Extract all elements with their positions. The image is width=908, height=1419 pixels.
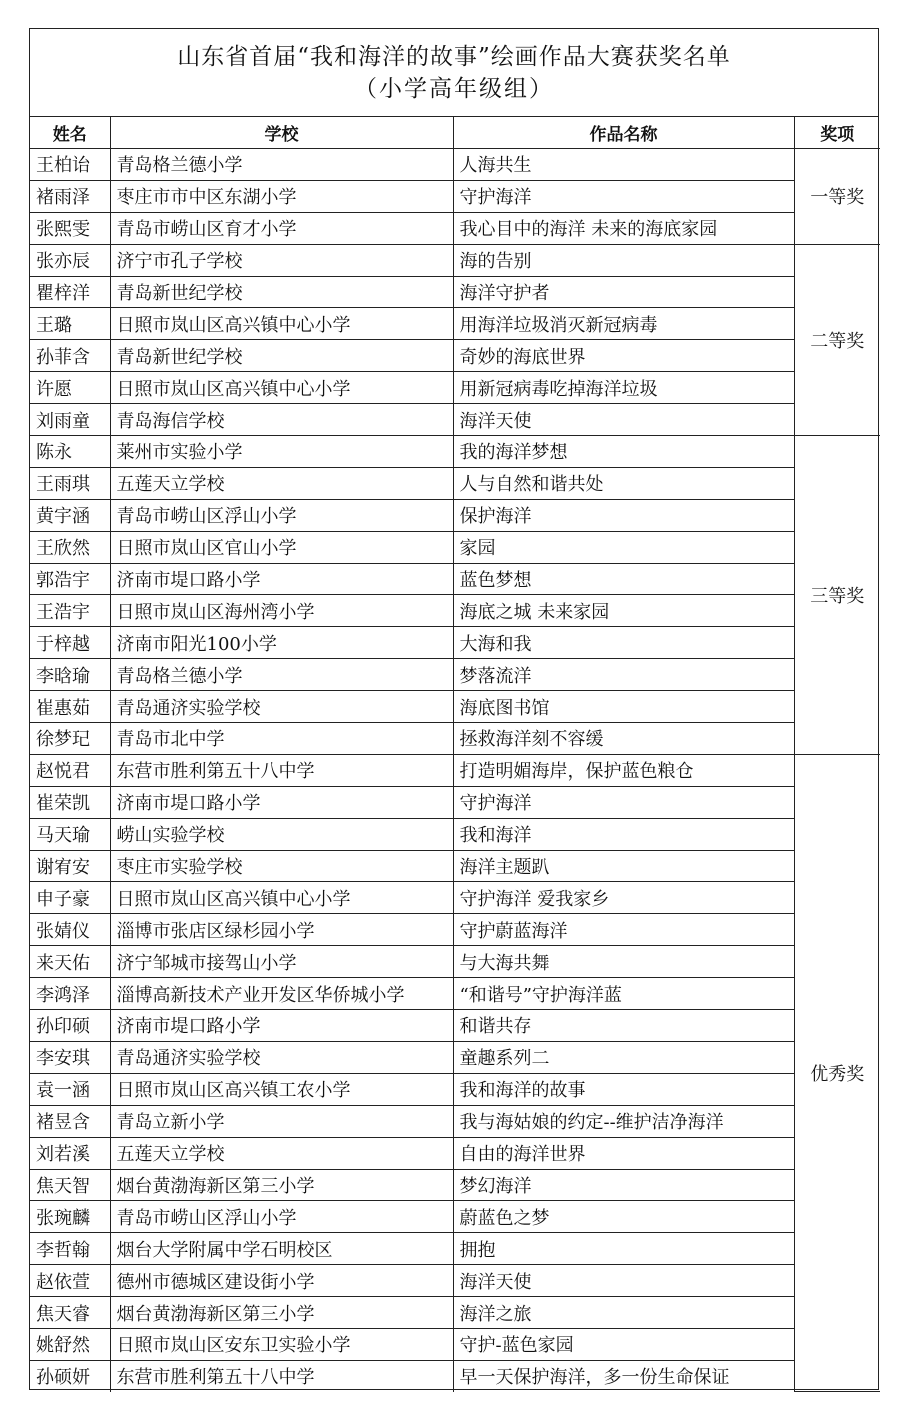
- cell-school: 济南市堤口路小学: [110, 563, 453, 595]
- cell-school: 青岛格兰德小学: [110, 149, 453, 181]
- cell-work: 我与海姑娘的约定--维护洁净海洋: [453, 1105, 794, 1137]
- cell-work: 奇妙的海底世界: [453, 340, 794, 372]
- cell-work: 海洋守护者: [453, 276, 794, 308]
- cell-school: 青岛新世纪学校: [110, 340, 453, 372]
- cell-work: 蔚蓝色之梦: [453, 1201, 794, 1233]
- cell-work: 保护海洋: [453, 499, 794, 531]
- cell-work: 守护海洋: [453, 180, 794, 212]
- table-row: [30, 1201, 880, 1233]
- cell-school: 济南市堤口路小学: [110, 786, 453, 818]
- table-row: [30, 754, 880, 786]
- table-row: [30, 723, 880, 755]
- cell-school: 济宁邹城市接驾山小学: [110, 946, 453, 978]
- table-row: [30, 531, 880, 563]
- cell-name: 张琬麟: [30, 1201, 110, 1233]
- cell-work: 自由的海洋世界: [453, 1137, 794, 1169]
- cell-name: 徐梦玘: [30, 723, 110, 755]
- table-row: [30, 691, 880, 723]
- table-row: [30, 1010, 880, 1042]
- table-row: [30, 914, 880, 946]
- cell-school: 青岛立新小学: [110, 1105, 453, 1137]
- table-row: [30, 404, 880, 436]
- cell-name: 褚雨泽: [30, 180, 110, 212]
- cell-name: 于梓越: [30, 627, 110, 659]
- cell-work: 和谐共存: [453, 1010, 794, 1042]
- cell-award: 优秀奖: [794, 754, 880, 1391]
- title-box: [30, 29, 878, 117]
- cell-school: 青岛新世纪学校: [110, 276, 453, 308]
- cell-award: 三等奖: [794, 436, 880, 755]
- cell-name: 李鸿泽: [30, 978, 110, 1010]
- table-row: [30, 1297, 880, 1329]
- cell-name: 崔荣凯: [30, 786, 110, 818]
- cell-school: 东营市胜利第五十八中学: [110, 754, 453, 786]
- cell-work: 守护蔚蓝海洋: [453, 914, 794, 946]
- table-row: [30, 499, 880, 531]
- cell-name: 马天瑜: [30, 818, 110, 850]
- cell-work: 梦幻海洋: [453, 1169, 794, 1201]
- table-row: [30, 659, 880, 691]
- table-row: [30, 436, 880, 468]
- cell-name: 王浩宇: [30, 595, 110, 627]
- cell-school: 烟台大学附属中学石明校区: [110, 1233, 453, 1265]
- cell-school: 日照市岚山区高兴镇中心小学: [110, 882, 453, 914]
- cell-name: 王柏诒: [30, 149, 110, 181]
- table-row: [30, 1169, 880, 1201]
- table-row: [30, 340, 880, 372]
- cell-school: 枣庄市市中区东湖小学: [110, 180, 453, 212]
- table-body: [30, 149, 880, 1392]
- cell-school: 青岛格兰德小学: [110, 659, 453, 691]
- header-row: [30, 117, 880, 149]
- cell-work: 海底之城 未来家园: [453, 595, 794, 627]
- table-row: [30, 882, 880, 914]
- cell-school: 青岛市崂山区育才小学: [110, 212, 453, 244]
- cell-work: 家园: [453, 531, 794, 563]
- table-row: [30, 308, 880, 340]
- cell-school: 烟台黄渤海新区第三小学: [110, 1297, 453, 1329]
- cell-work: 用海洋垃圾消灭新冠病毒: [453, 308, 794, 340]
- table-row: [30, 276, 880, 308]
- cell-name: 李晗瑜: [30, 659, 110, 691]
- cell-school: 日照市岚山区海州湾小学: [110, 595, 453, 627]
- cell-school: 青岛市北中学: [110, 723, 453, 755]
- table-row: [30, 1360, 880, 1391]
- cell-school: 德州市德城区建设街小学: [110, 1265, 453, 1297]
- cell-school: 淄博市张店区绿杉园小学: [110, 914, 453, 946]
- cell-school: 崂山实验学校: [110, 818, 453, 850]
- cell-work: 海洋天使: [453, 404, 794, 436]
- table-row: [30, 1041, 880, 1073]
- cell-name: 刘雨童: [30, 404, 110, 436]
- cell-school: 日照市岚山区安东卫实验小学: [110, 1328, 453, 1360]
- table-row: [30, 372, 880, 404]
- cell-name: 张熙雯: [30, 212, 110, 244]
- award-table: [30, 117, 880, 1392]
- header-award: 奖项: [794, 117, 880, 149]
- cell-name: 孙印硕: [30, 1010, 110, 1042]
- cell-school: 烟台黄渤海新区第三小学: [110, 1169, 453, 1201]
- cell-name: 李哲翰: [30, 1233, 110, 1265]
- cell-name: 谢宥安: [30, 850, 110, 882]
- cell-work: 人与自然和谐共处: [453, 467, 794, 499]
- cell-work: 海的告别: [453, 244, 794, 276]
- cell-work: 拥抱: [453, 1233, 794, 1265]
- table-row: [30, 1073, 880, 1105]
- table-row: [30, 563, 880, 595]
- cell-name: 焦天智: [30, 1169, 110, 1201]
- award-list-sheet: [29, 28, 879, 1390]
- cell-school: 日照市岚山区官山小学: [110, 531, 453, 563]
- cell-work: 我和海洋的故事: [453, 1073, 794, 1105]
- table-row: [30, 786, 880, 818]
- table-row: [30, 149, 880, 181]
- cell-name: 孙菲含: [30, 340, 110, 372]
- cell-name: 赵悦君: [30, 754, 110, 786]
- cell-school: 淄博高新技术产业开发区华侨城小学: [110, 978, 453, 1010]
- cell-school: 日照市岚山区高兴镇工农小学: [110, 1073, 453, 1105]
- table-row: [30, 244, 880, 276]
- cell-name: 崔惠茹: [30, 691, 110, 723]
- table-row: [30, 978, 880, 1010]
- table-row: [30, 818, 880, 850]
- cell-work: 我和海洋: [453, 818, 794, 850]
- table-row: [30, 946, 880, 978]
- cell-school: 青岛通济实验学校: [110, 691, 453, 723]
- cell-name: 许愿: [30, 372, 110, 404]
- table-row: [30, 1137, 880, 1169]
- cell-school: 日照市岚山区高兴镇中心小学: [110, 372, 453, 404]
- cell-work: 梦落流洋: [453, 659, 794, 691]
- cell-name: 张亦辰: [30, 244, 110, 276]
- cell-name: 姚舒然: [30, 1328, 110, 1360]
- cell-name: 赵依萱: [30, 1265, 110, 1297]
- cell-name: 焦天睿: [30, 1297, 110, 1329]
- cell-award: 二等奖: [794, 244, 880, 435]
- cell-name: 袁一涵: [30, 1073, 110, 1105]
- cell-work: 与大海共舞: [453, 946, 794, 978]
- table-row: [30, 850, 880, 882]
- cell-name: 陈永: [30, 436, 110, 468]
- cell-work: 打造明媚海岸，保护蓝色粮仓: [453, 754, 794, 786]
- table-row: [30, 212, 880, 244]
- header-name: 姓名: [30, 117, 110, 149]
- cell-school: 五莲天立学校: [110, 1137, 453, 1169]
- cell-school: 青岛市崂山区浮山小学: [110, 1201, 453, 1233]
- cell-work: “和谐号”守护海洋蓝: [453, 978, 794, 1010]
- cell-name: 刘若溪: [30, 1137, 110, 1169]
- cell-work: 守护海洋: [453, 786, 794, 818]
- cell-name: 来天佑: [30, 946, 110, 978]
- cell-school: 青岛海信学校: [110, 404, 453, 436]
- cell-name: 张婧仪: [30, 914, 110, 946]
- cell-name: 王璐: [30, 308, 110, 340]
- cell-school: 济南市阳光100小学: [110, 627, 453, 659]
- cell-school: 青岛市崂山区浮山小学: [110, 499, 453, 531]
- cell-work: 大海和我: [453, 627, 794, 659]
- table-row: [30, 180, 880, 212]
- cell-school: 济宁市孔子学校: [110, 244, 453, 276]
- cell-work: 拯救海洋刻不容缓: [453, 723, 794, 755]
- cell-name: 褚昱含: [30, 1105, 110, 1137]
- header-school: 学校: [110, 117, 453, 149]
- table-row: [30, 627, 880, 659]
- cell-school: 济南市堤口路小学: [110, 1010, 453, 1042]
- cell-name: 王雨琪: [30, 467, 110, 499]
- cell-work: 海洋天使: [453, 1265, 794, 1297]
- cell-school: 东营市胜利第五十八中学: [110, 1360, 453, 1391]
- cell-work: 用新冠病毒吃掉海洋垃圾: [453, 372, 794, 404]
- header-work: 作品名称: [453, 117, 794, 149]
- cell-school: 青岛通济实验学校: [110, 1041, 453, 1073]
- cell-work: 我的海洋梦想: [453, 436, 794, 468]
- cell-work: 早一天保护海洋，多一份生命保证: [453, 1360, 794, 1391]
- cell-name: 瞿梓洋: [30, 276, 110, 308]
- table-row: [30, 1233, 880, 1265]
- table-row: [30, 1328, 880, 1360]
- cell-work: 守护-蓝色家园: [453, 1328, 794, 1360]
- page-title: 山东省首届“我和海洋的故事”绘画作品大赛获奖名单: [177, 44, 731, 70]
- cell-work: 童趣系列二: [453, 1041, 794, 1073]
- cell-name: 申子豪: [30, 882, 110, 914]
- table-row: [30, 467, 880, 499]
- cell-work: 人海共生: [453, 149, 794, 181]
- cell-work: 海底图书馆: [453, 691, 794, 723]
- table-row: [30, 595, 880, 627]
- cell-school: 莱州市实验小学: [110, 436, 453, 468]
- cell-name: 郭浩宇: [30, 563, 110, 595]
- table-row: [30, 1265, 880, 1297]
- cell-award: 一等奖: [794, 149, 880, 245]
- cell-school: 日照市岚山区高兴镇中心小学: [110, 308, 453, 340]
- cell-name: 孙硕妍: [30, 1360, 110, 1391]
- cell-name: 李安琪: [30, 1041, 110, 1073]
- table-row: [30, 1105, 880, 1137]
- cell-school: 五莲天立学校: [110, 467, 453, 499]
- cell-work: 海洋之旅: [453, 1297, 794, 1329]
- cell-name: 黄宇涵: [30, 499, 110, 531]
- cell-name: 王欣然: [30, 531, 110, 563]
- cell-school: 枣庄市实验学校: [110, 850, 453, 882]
- cell-work: 我心目中的海洋 未来的海底家园: [453, 212, 794, 244]
- page-subtitle: （小学高年级组）: [354, 76, 554, 102]
- cell-work: 守护海洋 爱我家乡: [453, 882, 794, 914]
- cell-work: 海洋主题趴: [453, 850, 794, 882]
- cell-work: 蓝色梦想: [453, 563, 794, 595]
